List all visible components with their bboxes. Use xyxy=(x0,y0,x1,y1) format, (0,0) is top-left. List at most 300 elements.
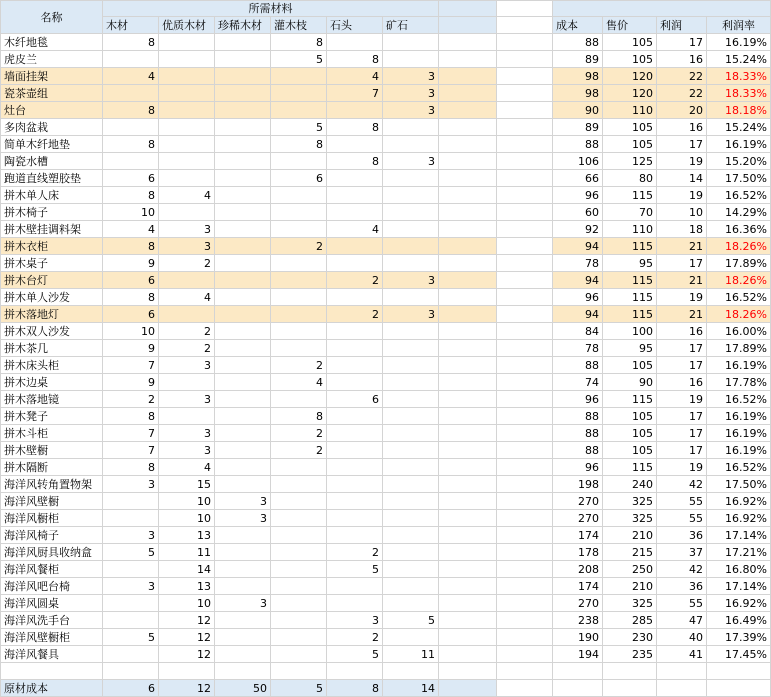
profit-cell[interactable]: 16 xyxy=(657,323,707,340)
profit-cell[interactable]: 17 xyxy=(657,34,707,51)
material-qty[interactable] xyxy=(215,578,271,595)
profit-cell[interactable]: 19 xyxy=(657,289,707,306)
material-qty[interactable] xyxy=(383,561,439,578)
material-qty[interactable] xyxy=(159,272,215,289)
rate-cell[interactable]: 16.36% xyxy=(707,221,771,238)
item-name[interactable]: 拼木壁挂调料架 xyxy=(1,221,103,238)
price-cell[interactable]: 240 xyxy=(603,476,657,493)
material-qty[interactable] xyxy=(215,442,271,459)
price-cell[interactable]: 325 xyxy=(603,595,657,612)
material-qty[interactable] xyxy=(215,561,271,578)
cost-cell[interactable]: 89 xyxy=(553,119,603,136)
item-name[interactable]: 海洋风厨具收纳盒 xyxy=(1,544,103,561)
material-qty[interactable] xyxy=(271,527,327,544)
profit-cell[interactable]: 19 xyxy=(657,153,707,170)
cost-cell[interactable]: 174 xyxy=(553,578,603,595)
material-qty[interactable]: 8 xyxy=(271,136,327,153)
cost-cell[interactable]: 94 xyxy=(553,306,603,323)
rate-cell[interactable]: 16.19% xyxy=(707,425,771,442)
material-qty[interactable] xyxy=(383,595,439,612)
material-qty[interactable]: 13 xyxy=(159,578,215,595)
material-qty[interactable] xyxy=(215,221,271,238)
cost-cell[interactable]: 270 xyxy=(553,595,603,612)
material-qty[interactable] xyxy=(271,102,327,119)
item-name[interactable]: 拼木双人沙发 xyxy=(1,323,103,340)
blank-cell[interactable] xyxy=(439,374,497,391)
blank-cell[interactable] xyxy=(439,442,497,459)
footer-value-4[interactable]: 8 xyxy=(327,680,383,697)
material-qty[interactable] xyxy=(383,119,439,136)
price-cell[interactable]: 105 xyxy=(603,34,657,51)
rate-cell[interactable]: 15.24% xyxy=(707,51,771,68)
blank-cell[interactable] xyxy=(439,425,497,442)
material-qty[interactable]: 3 xyxy=(159,391,215,408)
material-qty[interactable]: 8 xyxy=(103,459,159,476)
material-qty[interactable] xyxy=(215,136,271,153)
item-name[interactable]: 拼木斗柜 xyxy=(1,425,103,442)
material-qty[interactable] xyxy=(327,187,383,204)
item-name[interactable]: 拼木茶几 xyxy=(1,340,103,357)
item-name[interactable]: 拼木桌子 xyxy=(1,255,103,272)
item-name[interactable]: 海洋风壁橱 xyxy=(1,493,103,510)
material-qty[interactable]: 4 xyxy=(103,68,159,85)
profit-cell[interactable]: 36 xyxy=(657,527,707,544)
item-name[interactable]: 海洋风壁橱柜 xyxy=(1,629,103,646)
material-qty[interactable] xyxy=(215,527,271,544)
material-qty[interactable] xyxy=(327,425,383,442)
material-qty[interactable] xyxy=(271,153,327,170)
rate-cell[interactable]: 17.45% xyxy=(707,646,771,663)
footer-value-0[interactable]: 6 xyxy=(103,680,159,697)
blank-cell[interactable] xyxy=(439,238,497,255)
profit-cell[interactable]: 21 xyxy=(657,306,707,323)
rate-cell[interactable]: 16.19% xyxy=(707,34,771,51)
blank-cell[interactable] xyxy=(439,527,497,544)
material-qty[interactable]: 3 xyxy=(159,221,215,238)
price-cell[interactable]: 115 xyxy=(603,391,657,408)
profit-cell[interactable]: 17 xyxy=(657,255,707,272)
material-qty[interactable]: 7 xyxy=(327,85,383,102)
blank-cell[interactable] xyxy=(439,323,497,340)
blank-cell[interactable] xyxy=(439,391,497,408)
material-qty[interactable] xyxy=(383,510,439,527)
cost-cell[interactable]: 90 xyxy=(553,102,603,119)
profit-cell[interactable]: 17 xyxy=(657,425,707,442)
material-qty[interactable] xyxy=(271,204,327,221)
profit-cell[interactable]: 16 xyxy=(657,119,707,136)
material-qty[interactable] xyxy=(271,561,327,578)
material-qty[interactable] xyxy=(383,204,439,221)
material-qty[interactable]: 8 xyxy=(103,408,159,425)
material-qty[interactable] xyxy=(383,544,439,561)
footer-value-1[interactable]: 12 xyxy=(159,680,215,697)
material-qty[interactable] xyxy=(271,612,327,629)
material-qty[interactable] xyxy=(103,85,159,102)
material-qty[interactable] xyxy=(215,255,271,272)
material-qty[interactable]: 4 xyxy=(327,68,383,85)
material-qty[interactable] xyxy=(215,204,271,221)
rate-cell[interactable]: 16.19% xyxy=(707,136,771,153)
rate-cell[interactable]: 14.29% xyxy=(707,204,771,221)
material-qty[interactable] xyxy=(271,510,327,527)
material-qty[interactable] xyxy=(327,136,383,153)
blank-cell[interactable] xyxy=(439,170,497,187)
material-qty[interactable]: 9 xyxy=(103,255,159,272)
footer-blank[interactable] xyxy=(553,680,603,697)
material-qty[interactable] xyxy=(215,459,271,476)
material-qty[interactable] xyxy=(383,459,439,476)
rate-cell[interactable]: 18.26% xyxy=(707,272,771,289)
material-qty[interactable] xyxy=(215,374,271,391)
material-qty[interactable]: 2 xyxy=(159,340,215,357)
material-qty[interactable] xyxy=(103,561,159,578)
rate-cell[interactable]: 16.49% xyxy=(707,612,771,629)
material-qty[interactable]: 8 xyxy=(327,51,383,68)
material-qty[interactable]: 10 xyxy=(103,204,159,221)
profit-cell[interactable]: 55 xyxy=(657,595,707,612)
material-qty[interactable] xyxy=(215,306,271,323)
blank-cell[interactable] xyxy=(103,663,159,680)
rate-cell[interactable]: 17.14% xyxy=(707,578,771,595)
material-qty[interactable] xyxy=(327,442,383,459)
profit-cell[interactable]: 55 xyxy=(657,510,707,527)
material-qty[interactable]: 5 xyxy=(103,544,159,561)
cost-cell[interactable]: 194 xyxy=(553,646,603,663)
blank-cell[interactable] xyxy=(707,663,771,680)
profit-cell[interactable]: 14 xyxy=(657,170,707,187)
material-qty[interactable] xyxy=(383,476,439,493)
item-name[interactable]: 海洋风洗手台 xyxy=(1,612,103,629)
price-cell[interactable]: 105 xyxy=(603,357,657,374)
blank-cell[interactable] xyxy=(383,663,439,680)
price-cell[interactable]: 105 xyxy=(603,442,657,459)
material-qty[interactable] xyxy=(103,153,159,170)
item-name[interactable]: 拼木台灯 xyxy=(1,272,103,289)
material-qty[interactable] xyxy=(159,68,215,85)
material-qty[interactable] xyxy=(383,51,439,68)
profit-cell[interactable]: 16 xyxy=(657,51,707,68)
cost-cell[interactable]: 174 xyxy=(553,527,603,544)
price-cell[interactable]: 95 xyxy=(603,255,657,272)
material-qty[interactable] xyxy=(103,51,159,68)
material-qty[interactable] xyxy=(327,340,383,357)
price-cell[interactable]: 90 xyxy=(603,374,657,391)
profit-cell[interactable]: 10 xyxy=(657,204,707,221)
material-qty[interactable]: 8 xyxy=(271,408,327,425)
material-qty[interactable] xyxy=(327,289,383,306)
cost-cell[interactable]: 88 xyxy=(553,357,603,374)
footer-blank[interactable] xyxy=(657,680,707,697)
profit-cell[interactable]: 17 xyxy=(657,136,707,153)
blank-cell[interactable] xyxy=(439,51,497,68)
item-name[interactable]: 简单木纤地垫 xyxy=(1,136,103,153)
footer-blank[interactable] xyxy=(707,680,771,697)
material-qty[interactable] xyxy=(215,119,271,136)
material-qty[interactable]: 2 xyxy=(327,306,383,323)
material-qty[interactable]: 4 xyxy=(327,221,383,238)
material-qty[interactable]: 3 xyxy=(383,272,439,289)
material-qty[interactable] xyxy=(327,510,383,527)
material-qty[interactable] xyxy=(215,34,271,51)
footer-value-2[interactable]: 50 xyxy=(215,680,271,697)
profit-cell[interactable]: 22 xyxy=(657,68,707,85)
profit-cell[interactable]: 37 xyxy=(657,544,707,561)
material-qty[interactable]: 7 xyxy=(103,357,159,374)
cost-cell[interactable]: 96 xyxy=(553,459,603,476)
material-qty[interactable]: 11 xyxy=(159,544,215,561)
material-qty[interactable] xyxy=(383,357,439,374)
material-qty[interactable]: 12 xyxy=(159,612,215,629)
blank-cell[interactable] xyxy=(439,221,497,238)
footer-label[interactable]: 原材成本 xyxy=(1,680,103,697)
material-qty[interactable] xyxy=(215,272,271,289)
rate-cell[interactable]: 16.80% xyxy=(707,561,771,578)
material-qty[interactable]: 5 xyxy=(103,629,159,646)
item-name[interactable]: 海洋风餐具 xyxy=(1,646,103,663)
material-qty[interactable] xyxy=(159,153,215,170)
material-qty[interactable] xyxy=(383,255,439,272)
material-qty[interactable] xyxy=(271,255,327,272)
cost-cell[interactable]: 66 xyxy=(553,170,603,187)
price-cell[interactable]: 80 xyxy=(603,170,657,187)
material-qty[interactable]: 2 xyxy=(159,323,215,340)
material-qty[interactable] xyxy=(383,527,439,544)
price-cell[interactable]: 105 xyxy=(603,119,657,136)
price-cell[interactable]: 95 xyxy=(603,340,657,357)
price-cell[interactable]: 120 xyxy=(603,68,657,85)
blank-cell[interactable] xyxy=(439,340,497,357)
item-name[interactable]: 墙面挂架 xyxy=(1,68,103,85)
material-qty[interactable] xyxy=(103,119,159,136)
cost-cell[interactable]: 92 xyxy=(553,221,603,238)
price-cell[interactable]: 70 xyxy=(603,204,657,221)
profit-cell[interactable]: 17 xyxy=(657,442,707,459)
item-name[interactable]: 拼木落地灯 xyxy=(1,306,103,323)
material-qty[interactable] xyxy=(215,68,271,85)
material-qty[interactable] xyxy=(215,340,271,357)
material-qty[interactable] xyxy=(383,340,439,357)
material-qty[interactable] xyxy=(327,578,383,595)
profit-cell[interactable]: 42 xyxy=(657,476,707,493)
rate-cell[interactable]: 17.89% xyxy=(707,255,771,272)
item-name[interactable]: 拼木床头柜 xyxy=(1,357,103,374)
price-cell[interactable]: 115 xyxy=(603,306,657,323)
profit-cell[interactable]: 36 xyxy=(657,578,707,595)
blank-cell[interactable] xyxy=(439,204,497,221)
rate-cell[interactable]: 16.52% xyxy=(707,187,771,204)
profit-cell[interactable]: 55 xyxy=(657,493,707,510)
material-qty[interactable] xyxy=(383,136,439,153)
material-qty[interactable] xyxy=(271,221,327,238)
cost-cell[interactable]: 60 xyxy=(553,204,603,221)
material-qty[interactable] xyxy=(327,493,383,510)
material-qty[interactable]: 2 xyxy=(159,255,215,272)
item-name[interactable]: 拼木落地镜 xyxy=(1,391,103,408)
item-name[interactable]: 瓷茶壶组 xyxy=(1,85,103,102)
price-cell[interactable]: 105 xyxy=(603,408,657,425)
material-qty[interactable]: 3 xyxy=(215,510,271,527)
material-qty[interactable] xyxy=(383,221,439,238)
item-name[interactable]: 海洋风椅子 xyxy=(1,527,103,544)
blank-cell[interactable] xyxy=(439,289,497,306)
material-qty[interactable] xyxy=(271,187,327,204)
material-qty[interactable]: 3 xyxy=(383,153,439,170)
header-material-1[interactable]: 优质木材 xyxy=(159,17,215,34)
item-name[interactable]: 拼木凳子 xyxy=(1,408,103,425)
cost-cell[interactable]: 78 xyxy=(553,255,603,272)
footer-value-3[interactable]: 5 xyxy=(271,680,327,697)
material-qty[interactable] xyxy=(383,374,439,391)
cost-cell[interactable]: 198 xyxy=(553,476,603,493)
price-cell[interactable]: 210 xyxy=(603,527,657,544)
rate-cell[interactable]: 16.00% xyxy=(707,323,771,340)
price-cell[interactable]: 285 xyxy=(603,612,657,629)
item-name[interactable]: 拼木壁橱 xyxy=(1,442,103,459)
material-qty[interactable]: 8 xyxy=(103,34,159,51)
material-qty[interactable] xyxy=(159,51,215,68)
profit-cell[interactable]: 47 xyxy=(657,612,707,629)
blank-cell[interactable] xyxy=(439,629,497,646)
rate-cell[interactable]: 17.89% xyxy=(707,340,771,357)
rate-cell[interactable]: 15.24% xyxy=(707,119,771,136)
price-cell[interactable]: 110 xyxy=(603,102,657,119)
material-qty[interactable]: 12 xyxy=(159,629,215,646)
material-qty[interactable] xyxy=(271,629,327,646)
cost-cell[interactable]: 270 xyxy=(553,510,603,527)
rate-cell[interactable]: 17.78% xyxy=(707,374,771,391)
material-qty[interactable] xyxy=(215,646,271,663)
item-name[interactable]: 拼木单人沙发 xyxy=(1,289,103,306)
material-qty[interactable] xyxy=(383,34,439,51)
rate-cell[interactable]: 17.39% xyxy=(707,629,771,646)
price-cell[interactable]: 215 xyxy=(603,544,657,561)
price-cell[interactable]: 105 xyxy=(603,425,657,442)
cost-cell[interactable]: 89 xyxy=(553,51,603,68)
blank-cell[interactable] xyxy=(439,255,497,272)
item-name[interactable]: 拼木单人床 xyxy=(1,187,103,204)
material-qty[interactable]: 3 xyxy=(383,306,439,323)
material-qty[interactable]: 2 xyxy=(327,629,383,646)
material-qty[interactable] xyxy=(383,323,439,340)
material-qty[interactable] xyxy=(271,289,327,306)
header-material-3[interactable]: 灌木枝 xyxy=(271,17,327,34)
price-cell[interactable]: 325 xyxy=(603,493,657,510)
blank-cell[interactable] xyxy=(439,595,497,612)
blank-cell[interactable] xyxy=(439,663,497,680)
blank-cell[interactable] xyxy=(439,561,497,578)
material-qty[interactable] xyxy=(215,238,271,255)
cost-cell[interactable]: 96 xyxy=(553,289,603,306)
blank-cell[interactable] xyxy=(657,663,707,680)
material-qty[interactable] xyxy=(271,646,327,663)
material-qty[interactable]: 3 xyxy=(103,527,159,544)
cost-cell[interactable]: 270 xyxy=(553,493,603,510)
material-qty[interactable]: 4 xyxy=(159,459,215,476)
material-qty[interactable] xyxy=(271,544,327,561)
material-qty[interactable]: 3 xyxy=(103,578,159,595)
material-qty[interactable] xyxy=(327,170,383,187)
cost-cell[interactable]: 96 xyxy=(553,391,603,408)
item-name[interactable]: 海洋风圆桌 xyxy=(1,595,103,612)
material-qty[interactable]: 7 xyxy=(103,425,159,442)
material-qty[interactable]: 8 xyxy=(103,136,159,153)
material-qty[interactable] xyxy=(271,595,327,612)
material-qty[interactable] xyxy=(327,255,383,272)
material-qty[interactable]: 14 xyxy=(159,561,215,578)
material-qty[interactable] xyxy=(271,493,327,510)
cost-cell[interactable]: 88 xyxy=(553,442,603,459)
price-cell[interactable]: 325 xyxy=(603,510,657,527)
blank-cell[interactable] xyxy=(439,68,497,85)
material-qty[interactable]: 6 xyxy=(103,170,159,187)
material-qty[interactable] xyxy=(271,323,327,340)
material-qty[interactable]: 6 xyxy=(103,272,159,289)
material-qty[interactable] xyxy=(383,289,439,306)
material-qty[interactable] xyxy=(327,595,383,612)
material-qty[interactable] xyxy=(383,170,439,187)
material-qty[interactable] xyxy=(383,187,439,204)
cost-cell[interactable]: 94 xyxy=(553,272,603,289)
cost-cell[interactable]: 88 xyxy=(553,136,603,153)
rate-cell[interactable]: 16.52% xyxy=(707,391,771,408)
material-qty[interactable]: 7 xyxy=(103,442,159,459)
material-qty[interactable] xyxy=(215,187,271,204)
blank-cell[interactable] xyxy=(439,357,497,374)
header-material-2[interactable]: 珍稀木材 xyxy=(215,17,271,34)
header-material-5[interactable]: 矿石 xyxy=(383,17,439,34)
cost-cell[interactable]: 178 xyxy=(553,544,603,561)
price-cell[interactable]: 235 xyxy=(603,646,657,663)
material-qty[interactable]: 8 xyxy=(327,119,383,136)
cost-cell[interactable]: 98 xyxy=(553,68,603,85)
blank-cell[interactable] xyxy=(603,663,657,680)
price-cell[interactable]: 105 xyxy=(603,136,657,153)
rate-cell[interactable]: 17.50% xyxy=(707,170,771,187)
material-qty[interactable] xyxy=(159,34,215,51)
profit-cell[interactable]: 40 xyxy=(657,629,707,646)
item-name[interactable]: 木纤地毯 xyxy=(1,34,103,51)
material-qty[interactable] xyxy=(159,85,215,102)
price-cell[interactable]: 115 xyxy=(603,238,657,255)
rate-cell[interactable]: 16.92% xyxy=(707,493,771,510)
material-qty[interactable]: 3 xyxy=(215,493,271,510)
cost-cell[interactable]: 84 xyxy=(553,323,603,340)
item-name[interactable]: 海洋风橱柜 xyxy=(1,510,103,527)
material-qty[interactable]: 3 xyxy=(159,357,215,374)
item-name[interactable]: 海洋风吧台椅 xyxy=(1,578,103,595)
material-qty[interactable] xyxy=(327,527,383,544)
material-qty[interactable]: 5 xyxy=(271,119,327,136)
item-name[interactable]: 拼木椅子 xyxy=(1,204,103,221)
material-qty[interactable] xyxy=(215,476,271,493)
blank-cell[interactable] xyxy=(439,306,497,323)
material-qty[interactable] xyxy=(215,102,271,119)
material-qty[interactable]: 3 xyxy=(383,102,439,119)
material-qty[interactable]: 3 xyxy=(159,238,215,255)
material-qty[interactable] xyxy=(383,578,439,595)
cost-cell[interactable]: 78 xyxy=(553,340,603,357)
material-qty[interactable] xyxy=(383,425,439,442)
profit-cell[interactable]: 18 xyxy=(657,221,707,238)
footer-blank[interactable] xyxy=(439,680,497,697)
material-qty[interactable] xyxy=(271,85,327,102)
material-qty[interactable] xyxy=(383,493,439,510)
material-qty[interactable] xyxy=(159,102,215,119)
blank-cell[interactable] xyxy=(439,646,497,663)
material-qty[interactable]: 5 xyxy=(271,51,327,68)
rate-cell[interactable]: 16.19% xyxy=(707,442,771,459)
profit-cell[interactable]: 42 xyxy=(657,561,707,578)
